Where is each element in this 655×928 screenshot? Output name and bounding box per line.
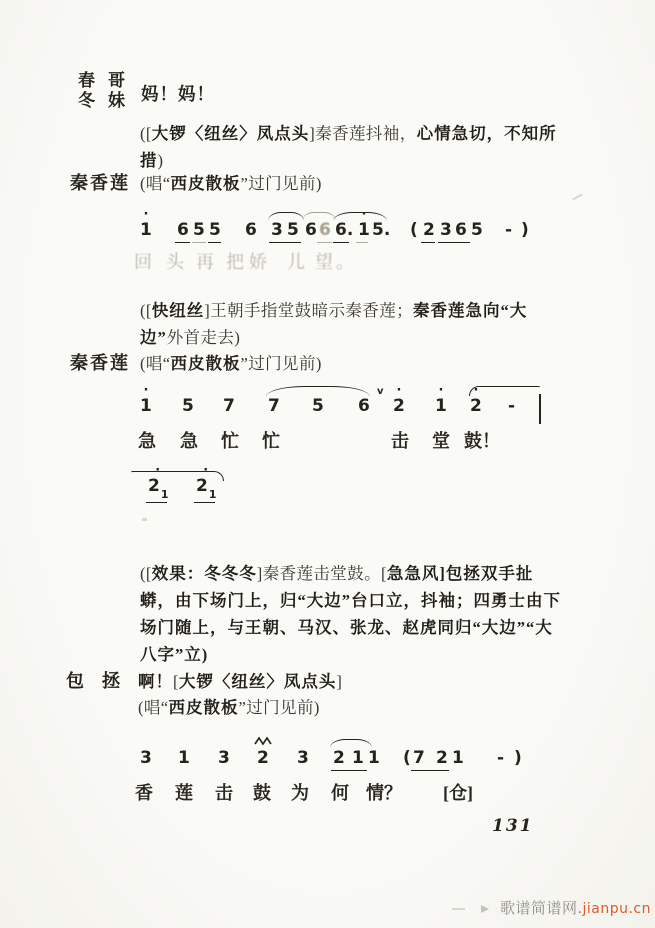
jianpu-note: 5 xyxy=(193,220,205,240)
lyric-char: 忙 xyxy=(221,431,239,451)
lyric-char: 急 xyxy=(138,431,156,451)
plain-text: ]秦香莲抖袖， xyxy=(309,124,417,143)
jianpu-note: - xyxy=(508,396,516,416)
plain-text: ([ xyxy=(140,301,152,320)
emphasis-text: 西皮散板 xyxy=(168,698,239,717)
speaker-chunge: 春哥 xyxy=(78,71,138,90)
jianpu-note: 3 xyxy=(140,748,152,768)
page-number: 131 xyxy=(492,816,534,836)
plain-text: ([ xyxy=(140,124,152,143)
lyric-char: 急 xyxy=(180,431,198,451)
plain-text: ”过门见前) xyxy=(240,354,322,373)
stage-direction-2-line1 xyxy=(140,297,527,321)
emphasis-text: 急急风 xyxy=(386,564,440,583)
emphasis-text: 边” xyxy=(140,328,167,347)
jianpu-note: 2 · $_1$ xyxy=(196,463,217,501)
jianpu-note: 6 xyxy=(455,220,467,240)
jianpu-note: 3 xyxy=(440,220,452,240)
breath-mark: v xyxy=(377,386,384,397)
octave-dot: · xyxy=(155,463,161,478)
jianpu-note: 7 xyxy=(413,748,425,768)
jianpu-note: 2 · xyxy=(470,383,482,416)
lyric-char: 忙 xyxy=(262,431,280,451)
beam-underline xyxy=(269,242,301,243)
jianpu-note: 2 xyxy=(333,748,345,768)
beam-underline xyxy=(146,502,167,503)
jianpu-note: 6 xyxy=(245,220,257,240)
jianpu-note: 7 xyxy=(268,396,280,416)
jianpu-line-1 xyxy=(0,207,655,280)
lyric-char: 儿 xyxy=(287,252,305,272)
lyric-char: 情？ xyxy=(366,783,402,803)
beam-underline xyxy=(356,242,368,243)
jianpu-note: - xyxy=(497,748,505,768)
jianpu-note: 6 xyxy=(358,396,370,416)
lyric-char: [仓] xyxy=(443,783,473,803)
emphasis-text: ]包拯双手扯 xyxy=(439,564,534,583)
emphasis-text: 大锣〈纽丝〉凤点头 xyxy=(151,124,310,143)
speaker-baozheng: 包 拯 xyxy=(66,671,120,691)
jianpu-note: 1 xyxy=(178,748,190,768)
speaker-dongmei: 冬妹 xyxy=(78,91,138,110)
baozheng-line xyxy=(138,668,342,692)
jianpu-note: 6 xyxy=(319,220,331,240)
watermark-domain: .jianpu.cn xyxy=(577,901,651,917)
beam-underline xyxy=(208,242,221,243)
dialogue-ma: 妈！妈！ xyxy=(141,84,215,104)
lyric-char: 望 xyxy=(315,252,333,272)
lyric-char: 鼓！ xyxy=(464,431,500,451)
jianpu-note: 5 xyxy=(209,220,221,240)
octave-dot: · xyxy=(438,383,444,398)
jianpu-note: 1 xyxy=(352,748,364,768)
lyric-char: 堂 xyxy=(432,431,450,451)
beam-underline xyxy=(194,502,215,503)
beam-underline xyxy=(317,242,332,243)
plain-text: (唱“ xyxy=(138,698,169,717)
beam-underline xyxy=(333,242,349,243)
jianpu-note: 3 xyxy=(218,748,230,768)
jianpu-note: 3 xyxy=(271,220,283,240)
watermark-site: 歌谱简谱网 xyxy=(500,901,578,917)
octave-dot: · xyxy=(361,207,367,222)
beam-underline xyxy=(411,770,449,771)
watermark-arrow-icon xyxy=(481,905,489,913)
grace-subnote: 1 xyxy=(160,488,169,501)
mordent-icon xyxy=(255,737,272,746)
beam-underline xyxy=(175,242,190,243)
lyric-char: 回 xyxy=(134,252,152,272)
beam-underline xyxy=(421,242,435,243)
emphasis-text: 心情急切，不知所 xyxy=(416,124,557,143)
lyric-char: 把 xyxy=(226,252,244,272)
jianpu-note: 1 · xyxy=(140,207,152,240)
stage-direction-1-line1 xyxy=(140,120,557,144)
stage-direction-3-line2 xyxy=(140,587,561,611)
plain-text: (唱“ xyxy=(140,174,171,193)
jianpu-note: 1 xyxy=(368,748,380,768)
slur-arc xyxy=(131,471,224,481)
jianpu-note: 1 · xyxy=(358,207,370,240)
emphasis-text: 蟒，由下场门上，归“大边”台口立，抖袖；四勇士由下 xyxy=(140,591,561,610)
beam-underline xyxy=(438,242,470,243)
beam-underline xyxy=(331,770,367,771)
stage-direction-1-line2 xyxy=(140,147,163,171)
speaker-children xyxy=(78,71,138,111)
emphasis-text: 快纽丝 xyxy=(151,301,205,320)
stage-direction-3-line1 xyxy=(140,560,533,584)
jianpu-note: 6 xyxy=(305,220,317,240)
jianpu-note: 5 xyxy=(471,220,483,240)
stage-direction-3-line3 xyxy=(140,614,553,638)
lyric-char: 为 xyxy=(291,783,309,803)
octave-dot: · xyxy=(396,383,402,398)
emphasis-text: 西皮散板 xyxy=(170,354,241,373)
lyric-char: 击 xyxy=(215,783,233,803)
beam-underline xyxy=(192,242,206,243)
jianpu-note: ) xyxy=(514,748,522,768)
octave-dot: · xyxy=(473,383,479,398)
jianpu-note: 2 xyxy=(423,220,435,240)
jianpu-note: 1 · xyxy=(435,383,447,416)
jianpu-note: 1 · xyxy=(140,383,152,416)
plain-text: ]王朝手指堂鼓暗示秦香莲； xyxy=(204,301,413,320)
jianpu-note: 1 xyxy=(452,748,464,768)
octave-dot: · xyxy=(203,463,209,478)
emphasis-text: 措 xyxy=(140,151,158,170)
jianpu-note: 6. xyxy=(335,220,354,240)
jianpu-note: 6 xyxy=(177,220,189,240)
jianpu-note: 2 xyxy=(436,748,448,768)
jianpu-note: 3 xyxy=(297,748,309,768)
jianpu-note: - xyxy=(505,220,513,240)
stage-direction-2-line2 xyxy=(140,324,240,348)
jianpu-note: ) xyxy=(521,220,529,240)
plain-text: ) xyxy=(157,151,164,170)
emphasis-text: 八字”立) xyxy=(140,645,209,664)
slur-arc xyxy=(469,383,540,398)
emphasis-text: 大锣〈纽丝〉凤点头 xyxy=(178,672,337,691)
jianpu-note: 5 xyxy=(182,396,194,416)
sing-cue-1 xyxy=(140,170,322,194)
emphasis-text: 西皮散板 xyxy=(170,174,241,193)
bar-line xyxy=(539,394,541,424)
octave-dot: · xyxy=(143,383,149,398)
lyric-char: 。 xyxy=(336,252,354,272)
lyric-char: 香 xyxy=(135,783,153,803)
slur-arc xyxy=(330,739,372,748)
jianpu-note: 2 xyxy=(257,748,269,768)
lyric-char: 何 xyxy=(331,783,349,803)
jianpu-note: 5 xyxy=(312,396,324,416)
jianpu-note: 5. xyxy=(372,220,391,240)
jianpu-note: 5 xyxy=(287,220,299,240)
plain-text: [ xyxy=(173,672,179,691)
sing-cue-2 xyxy=(140,350,322,374)
sing-cue-3 xyxy=(138,694,320,718)
emphasis-text: 啊！ xyxy=(138,672,173,691)
octave-dot: · xyxy=(143,207,149,222)
speaker-qinxianglian-2: 秦香莲 xyxy=(70,353,130,373)
jianpu-note: 7 xyxy=(223,396,235,416)
scan-artifact xyxy=(142,518,147,521)
slur-arc xyxy=(266,386,370,397)
jianpu-note: 2 · xyxy=(393,383,405,416)
lyric-char: 娇 xyxy=(249,252,267,272)
plain-text: (唱“ xyxy=(140,354,171,373)
plain-text: ”过门见前) xyxy=(240,174,322,193)
slur-arc xyxy=(268,212,304,221)
jianpu-note: ( xyxy=(403,748,411,768)
lyric-char: 击 xyxy=(391,431,409,451)
lyric-char: 再 xyxy=(196,252,214,272)
emphasis-text: 效果：冬冬冬 xyxy=(151,564,257,583)
grace-subnote: 1 xyxy=(208,488,217,501)
jianpu-note: ( xyxy=(410,220,418,240)
watermark xyxy=(500,897,651,918)
plain-text: ]秦香莲击堂鼓。[ xyxy=(256,564,387,583)
plain-text: 外首走去) xyxy=(166,328,241,347)
jianpu-note: 2 · $_1$ xyxy=(148,463,169,501)
speaker-qinxianglian-1: 秦香莲 xyxy=(70,173,130,193)
lyric-char: 头 xyxy=(166,252,184,272)
emphasis-text: 秦香莲急向“大 xyxy=(413,301,528,320)
plain-text: ] xyxy=(336,672,343,691)
stage-direction-3-line4 xyxy=(140,641,208,665)
lyric-char: 莲 xyxy=(175,783,193,803)
slur-arc xyxy=(302,212,336,221)
jianpu-line-grace xyxy=(0,463,655,536)
jianpu-line-2 xyxy=(0,383,655,456)
scan-artifact xyxy=(572,194,583,201)
slur-arc xyxy=(333,207,387,222)
plain-text: ([ xyxy=(140,564,152,583)
plain-text: ”过门见前) xyxy=(238,698,320,717)
emphasis-text: 场门随上，与王朝、马汉、张龙、赵虎同归“大边”“大 xyxy=(140,618,553,637)
jianpu-line-3 xyxy=(0,748,655,808)
scan-artifact xyxy=(452,908,465,910)
lyric-char: 鼓 xyxy=(253,783,271,803)
